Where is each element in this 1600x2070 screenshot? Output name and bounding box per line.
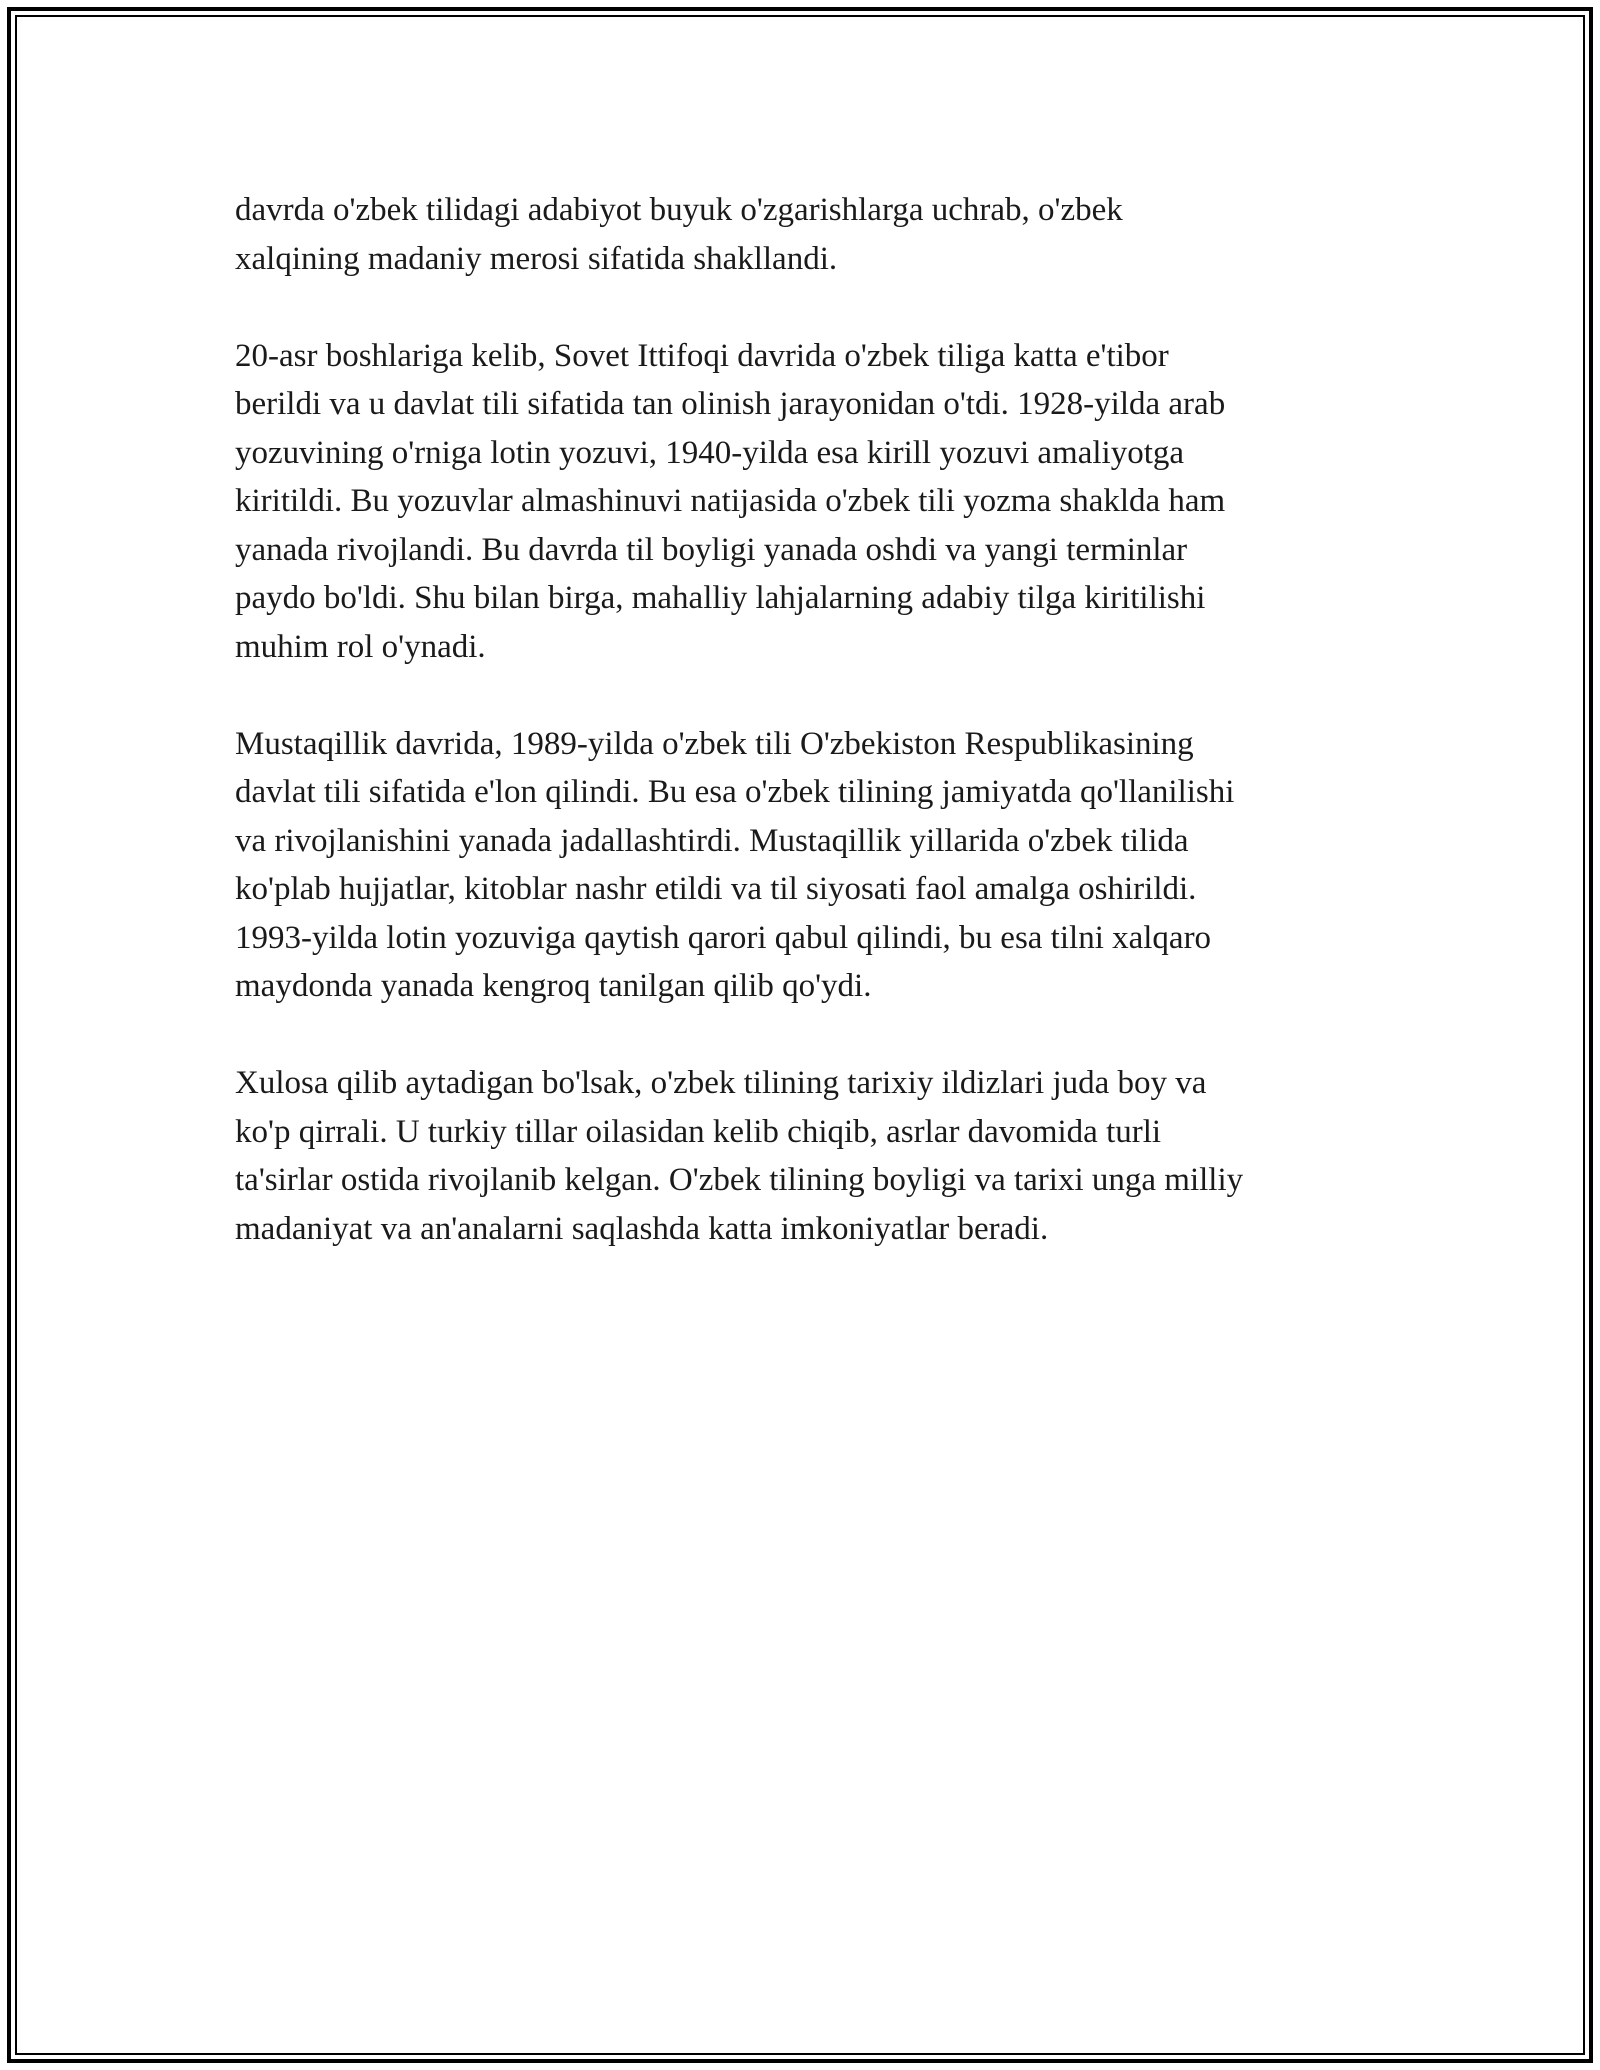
text-line: muhim rol o'ynadi. (235, 628, 486, 665)
text-line: davlat tili sifatida e'lon qilindi. Bu esa o'zbek tilining jamiyatda qo'llanilishi (235, 774, 1235, 810)
text-line: ko'plab hujjatlar, kitoblar nashr etildi va til siyosati faol amalga oshirildi. (235, 871, 1197, 907)
paragraph-3 (235, 720, 1365, 1011)
text-line: berildi va u davlat tili sifatida tan olinish jarayonidan o'tdi. 1928-yilda arab (235, 386, 1226, 422)
text-line: yanada rivojlandi. Bu davrda til boyligi yanada oshdi va yangi terminlar (235, 531, 1188, 568)
text-line: madaniyat va an'analarni saqlashda katta imkoniyatlar beradi. (235, 1210, 1049, 1247)
text-line: Mustaqillik davrida, 1989-yilda o'zbek tili O'zbekiston Respublikasining (235, 725, 1194, 762)
paragraph-2 (235, 332, 1365, 672)
text-line: va rivojlanishini yanada jadallashtirdi. Mustaqillik yillarida o'zbek tilida (235, 822, 1189, 859)
text-line: paydo bo'ldi. Shu bilan birga, mahalliy lahjalarning adabiy tilga kiritilishi (235, 580, 1206, 616)
text-line: Xulosa qilib aytadigan bo'lsak, o'zbek tilining tarixiy ildizlari juda boy va (235, 1065, 1207, 1101)
text-line: 1993-yilda lotin yozuviga qaytish qarori qabul qilindi, bu esa tilni xalqaro (235, 919, 1212, 956)
text-line: yozuvining o'rniga lotin yozuvi, 1940-yilda esa kirill yozuvi amaliyotga (235, 434, 1185, 471)
text-line: 20-asr boshlariga kelib, Sovet Ittifoqi davrida o'zbek tiliga katta e'tibor (235, 337, 1169, 374)
text-line: xalqining madaniy merosi sifatida shakllandi. (235, 240, 838, 277)
document-body (235, 186, 1365, 1302)
text-line: ta'sirlar ostida rivojlanib kelgan. O'zbek tilining boyligi va tarixi unga milliy (235, 1162, 1244, 1198)
text-line: kiritildi. Bu yozuvlar almashinuvi natijasida o'zbek tili yozma shaklda ham (235, 483, 1226, 519)
text-line: ko'p qirrali. U turkiy tillar oilasidan kelib chiqib, asrlar davomida turli (235, 1113, 1162, 1150)
paragraph-4 (235, 1059, 1365, 1253)
text-line: davrda o'zbek tilidagi adabiyot buyuk o'zgarishlarga uchrab, o'zbek (235, 192, 1123, 228)
paragraph-1 (235, 186, 1365, 283)
text-line: maydonda yanada kengroq tanilgan qilib qo'ydi. (235, 968, 872, 1004)
